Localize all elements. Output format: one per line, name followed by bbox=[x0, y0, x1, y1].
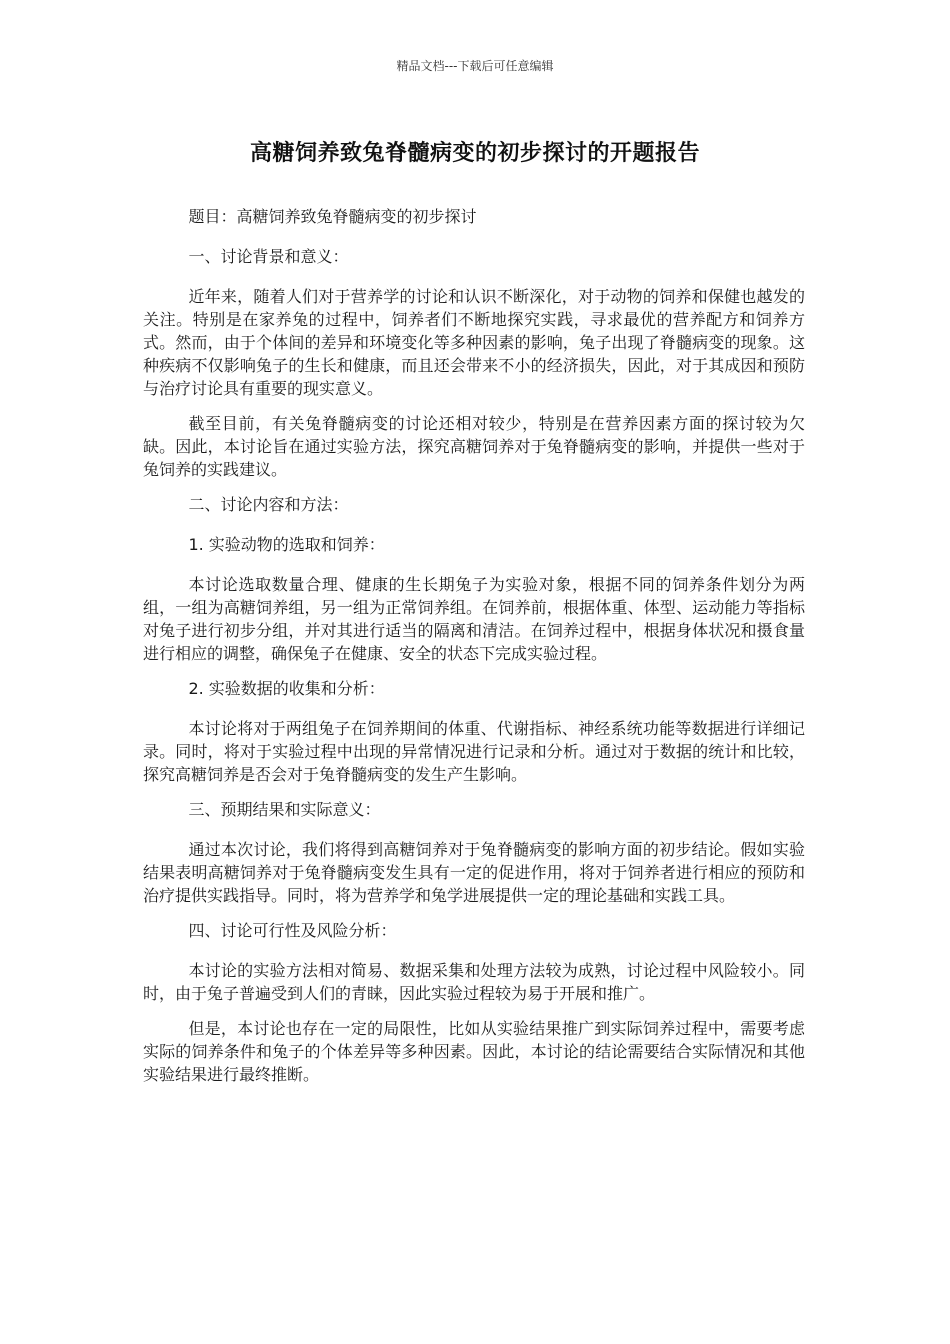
section-heading-expected-results: 三、预期结果和实际意义： bbox=[188, 800, 381, 819]
subheading-data-collection: 2. 实验数据的收集和分析： bbox=[188, 679, 385, 698]
document-title: 高糖饲养致兔脊髓病变的初步探讨的开题报告 bbox=[249, 141, 700, 166]
paragraph-expected-results: 通过本次讨论，我们将得到高糖饲养对于兔脊髓病变的影响方面的初步结论。假如实验结果表明高糖饲养对于兔脊髓病变发生具有一定的促进作用，将对于饲养者进行相应的预防和治疗提供实践指导。同时，将为营养学和兔学进展提供一定的理论基础和实践工具。 bbox=[143, 840, 805, 905]
section-heading-background: 一、讨论背景和意义： bbox=[188, 247, 349, 266]
paragraph-background-1: 近年来，随着人们对于营养学的讨论和认识不断深化，对于动物的饲养和保健也越发的关注。特别是在家养兔的过程中，饲养者们不断地探究实践，寻求最优的营养配方和饲养方式。然而，由于个体间的差异和环境变化等多种因素的影响，兔子出现了脊髓病变的现象。这种疾病不仅影响兔子的生长和健康，而且还会带来不小的经济损失，因此，对于其成因和预防与治疗讨论具有重要的现实意义。 bbox=[143, 287, 805, 398]
paragraph-feasibility-2: 但是，本讨论也存在一定的局限性，比如从实验结果推广到实际饲养过程中，需要考虑实际的饲养条件和兔子的个体差异等多种因素。因此，本讨论的结论需要结合实际情况和其他实验结果进行最终推断。 bbox=[143, 1019, 805, 1084]
topic-line: 题目：高糖饲养致兔脊髓病变的初步探讨 bbox=[188, 207, 477, 226]
section-heading-feasibility: 四、讨论可行性及风险分析： bbox=[188, 921, 397, 940]
section-heading-content-methods: 二、讨论内容和方法： bbox=[188, 495, 349, 514]
document-body bbox=[143, 205, 805, 1098]
subheading-animal-selection: 1. 实验动物的选取和饲养： bbox=[188, 535, 385, 554]
header-note: 精品文档---下载后可任意编辑 bbox=[396, 59, 554, 73]
paragraph-background-2: 截至目前，有关兔脊髓病变的讨论还相对较少，特别是在营养因素方面的探讨较为欠缺。因此，本讨论旨在通过实验方法，探究高糖饲养对于兔脊髓病变的影响，并提供一些对于兔饲养的实践建议。 bbox=[143, 414, 805, 479]
paragraph-feasibility-1: 本讨论的实验方法相对简易、数据采集和处理方法较为成熟，讨论过程中风险较小。同时，由于兔子普遍受到人们的青睐，因此实验过程较为易于开展和推广。 bbox=[143, 961, 805, 1003]
paragraph-data-collection: 本讨论将对于两组兔子在饲养期间的体重、代谢指标、神经系统功能等数据进行详细记录。同时，将对于实验过程中出现的异常情况进行记录和分析。通过对于数据的统计和比较，探究高糖饲养是否会对于兔脊髓病变的发生产生影响。 bbox=[143, 719, 805, 784]
paragraph-animal-selection: 本讨论选取数量合理、健康的生长期兔子为实验对象，根据不同的饲养条件划分为两组，一组为高糖饲养组，另一组为正常饲养组。在饲养前，根据体重、体型、运动能力等指标对兔子进行初步分组，并对其进行适当的隔离和清洁。在饲养过程中，根据身体状况和摄食量进行相应的调整，确保兔子在健康、安全的状态下完成实验过程。 bbox=[143, 575, 805, 663]
